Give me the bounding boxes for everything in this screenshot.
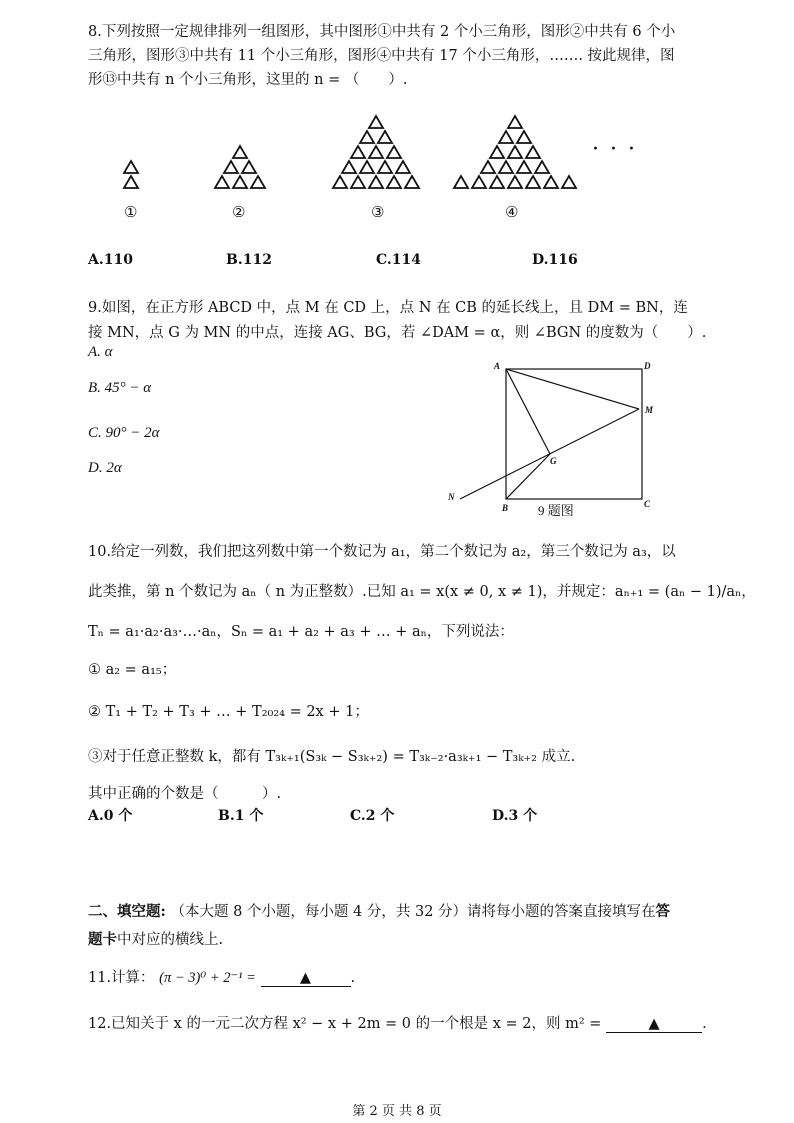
section2-heading-line1 (88, 900, 670, 921)
small-triangle-icon (124, 176, 138, 188)
small-triangle-icon (342, 161, 356, 173)
q9-choice-a: A. α (88, 344, 113, 360)
q10-text-line1: 10.给定一列数，我们把这列数中第一个数记为 a₁，第二个数记为 a₂，第三个数记为 a₃，以 (88, 544, 676, 560)
point-label-a: A (494, 361, 501, 371)
q10-statement-3: ③对于任意正整数 k，都有 T₃ₖ₊₁(S₃ₖ − S₃ₖ₊₂) = T₃ₖ₋₂·a₃ₖ₊₁ − T₃ₖ₊₂ 成立. (88, 749, 576, 765)
q10-choice-a: A.0 个 (88, 808, 133, 824)
q10-text-line3: Tₙ = a₁·a₂·a₃·…·aₙ，Sₙ = a₁ + a₂ + a₃ + … + aₙ，下列说法： (88, 624, 514, 640)
square-abcd (506, 369, 642, 499)
page-footer: 第 2 页 共 8 页 (352, 1104, 442, 1119)
q8-triangle-figures (100, 112, 660, 204)
point-label-m: M (645, 405, 654, 415)
small-triangle-icon (562, 176, 576, 188)
small-triangle-icon (508, 146, 522, 158)
point-label-d: D (644, 361, 651, 371)
q8-figure-label-2: ② (232, 203, 246, 221)
q8-text-line1: 8.下列按照一定规律排列一组图形，其中图形①中共有 2 个小三角形，图形②中共有 6 个小 (88, 24, 676, 40)
small-triangle-icon (526, 176, 540, 188)
segment-am (506, 369, 639, 409)
blank-mark-icon: ▲ (299, 970, 312, 986)
small-triangle-icon (517, 161, 531, 173)
q9-geometry-figure (440, 355, 670, 525)
q9-choice-c: C. 90° − 2α (88, 425, 160, 441)
small-triangle-icon (124, 161, 138, 173)
section2-heading: 二、填空题: (88, 903, 166, 920)
q11-suffix: . (350, 970, 356, 986)
q8-choice-b: B.112 (226, 252, 272, 268)
q11-answer-blank[interactable] (261, 970, 351, 987)
q12-text: 12.已知关于 x 的一元二次方程 x² − x + 2m = 0 的一个根是 x = 2，则 m² = (88, 1016, 602, 1032)
small-triangle-icon (396, 161, 410, 173)
small-triangle-icon (490, 176, 504, 188)
small-triangle-icon (369, 176, 383, 188)
q8-figure-label-4: ④ (505, 203, 519, 221)
q10-text-line2: 此类推，第 n 个数记为 aₙ（ n 为正整数）.已知 a₁ = x(x ≠ 0, x ≠ 1)，并规定：aₙ₊₁ = (aₙ − 1)/aₙ， (88, 584, 756, 600)
small-triangle-icon (454, 176, 468, 188)
q12-suffix: . (702, 1016, 707, 1032)
small-triangle-icon (387, 176, 401, 188)
segment-ag (506, 369, 550, 454)
small-triangle-icon (526, 146, 540, 158)
small-triangle-icon (544, 176, 558, 188)
small-triangle-icon (387, 146, 401, 158)
q9-figure-caption: 9 题图 (538, 503, 574, 518)
section2-answer-card: 题卡 (88, 931, 117, 948)
small-triangle-icon (369, 116, 383, 128)
small-triangle-icon (224, 161, 238, 173)
small-triangle-icon (251, 176, 265, 188)
small-triangle-icon (351, 146, 365, 158)
q9-choice-b: B. 45° − α (88, 380, 152, 396)
q11-expression: (π − 3)⁰ + 2⁻¹ = (159, 970, 256, 986)
q8-figure-label-3: ③ (371, 203, 385, 221)
small-triangle-icon (233, 146, 247, 158)
q9-choice-d: D. 2α (88, 460, 122, 476)
q9-text-line1: 9.如图，在正方形 ABCD 中，点 M 在 CD 上，点 N 在 CB 的延长线上，且 DM = BN，连 (88, 300, 688, 316)
section2-instruction: 中对应的横线上. (117, 932, 224, 948)
section2-description: （本大题 8 个小题，每小题 4 分，共 32 分）请将每小题的答案直接填写在 (170, 904, 656, 920)
small-triangle-icon (351, 176, 365, 188)
small-triangle-icon (333, 176, 347, 188)
small-triangle-icon (481, 161, 495, 173)
point-label-g: G (550, 456, 557, 466)
q8-ellipsis: · · · (592, 137, 637, 162)
q8-choice-d: D.116 (532, 252, 578, 268)
q10-statement-2: ② T₁ + T₂ + T₃ + … + T₂₀₂₄ = 2x + 1； (88, 704, 369, 720)
small-triangle-icon (535, 161, 549, 173)
point-label-b: B (502, 503, 509, 513)
q12-line (88, 1012, 707, 1033)
point-label-c: C (644, 499, 651, 509)
small-triangle-icon (369, 146, 383, 158)
q10-choice-b: B.1 个 (218, 808, 264, 824)
q9-text-line2: 接 MN，点 G 为 MN 的中点，连接 AG、BG，若 ∠DAM = α，则 ∠BGN 的度数为（ ）. (88, 325, 707, 341)
section2-bold-tail: 答 (655, 903, 671, 920)
small-triangle-icon (360, 131, 374, 143)
q8-text-line3: 形⑬中共有 n 个小三角形，这里的 n = （ ）. (88, 72, 408, 88)
blank-mark-icon: ▲ (648, 1016, 660, 1032)
q11-prefix: 11.计算： (88, 970, 155, 986)
small-triangle-icon (242, 161, 256, 173)
small-triangle-icon (499, 161, 513, 173)
small-triangle-icon (360, 161, 374, 173)
small-triangle-icon (508, 176, 522, 188)
q10-question: 其中正确的个数是（ ）. (88, 786, 282, 802)
q10-choice-d: D.3 个 (492, 808, 538, 824)
small-triangle-icon (405, 176, 419, 188)
small-triangle-icon (490, 146, 504, 158)
q8-choice-c: C.114 (376, 252, 421, 268)
small-triangle-icon (378, 161, 392, 173)
q10-statement-1: ① a₂ = a₁₅； (88, 662, 177, 678)
q8-text-line2: 三角形，图形③中共有 11 个小三角形，图形④中共有 17 个小三角形，……. 按此规律，图 (88, 48, 675, 64)
small-triangle-icon (472, 176, 486, 188)
small-triangle-icon (517, 131, 531, 143)
small-triangle-icon (378, 131, 392, 143)
q11-line (88, 966, 355, 987)
small-triangle-icon (215, 176, 229, 188)
q8-figure-label-1: ① (124, 203, 138, 221)
small-triangle-icon (499, 131, 513, 143)
section2-heading-line2 (88, 928, 223, 949)
q10-choice-c: C.2 个 (350, 808, 395, 824)
small-triangle-icon (233, 176, 247, 188)
small-triangle-icon (508, 116, 522, 128)
q12-answer-blank[interactable] (606, 1016, 702, 1033)
q8-choice-a: A.110 (88, 252, 133, 268)
segment-bg (506, 454, 550, 499)
point-label-n: N (448, 492, 455, 502)
